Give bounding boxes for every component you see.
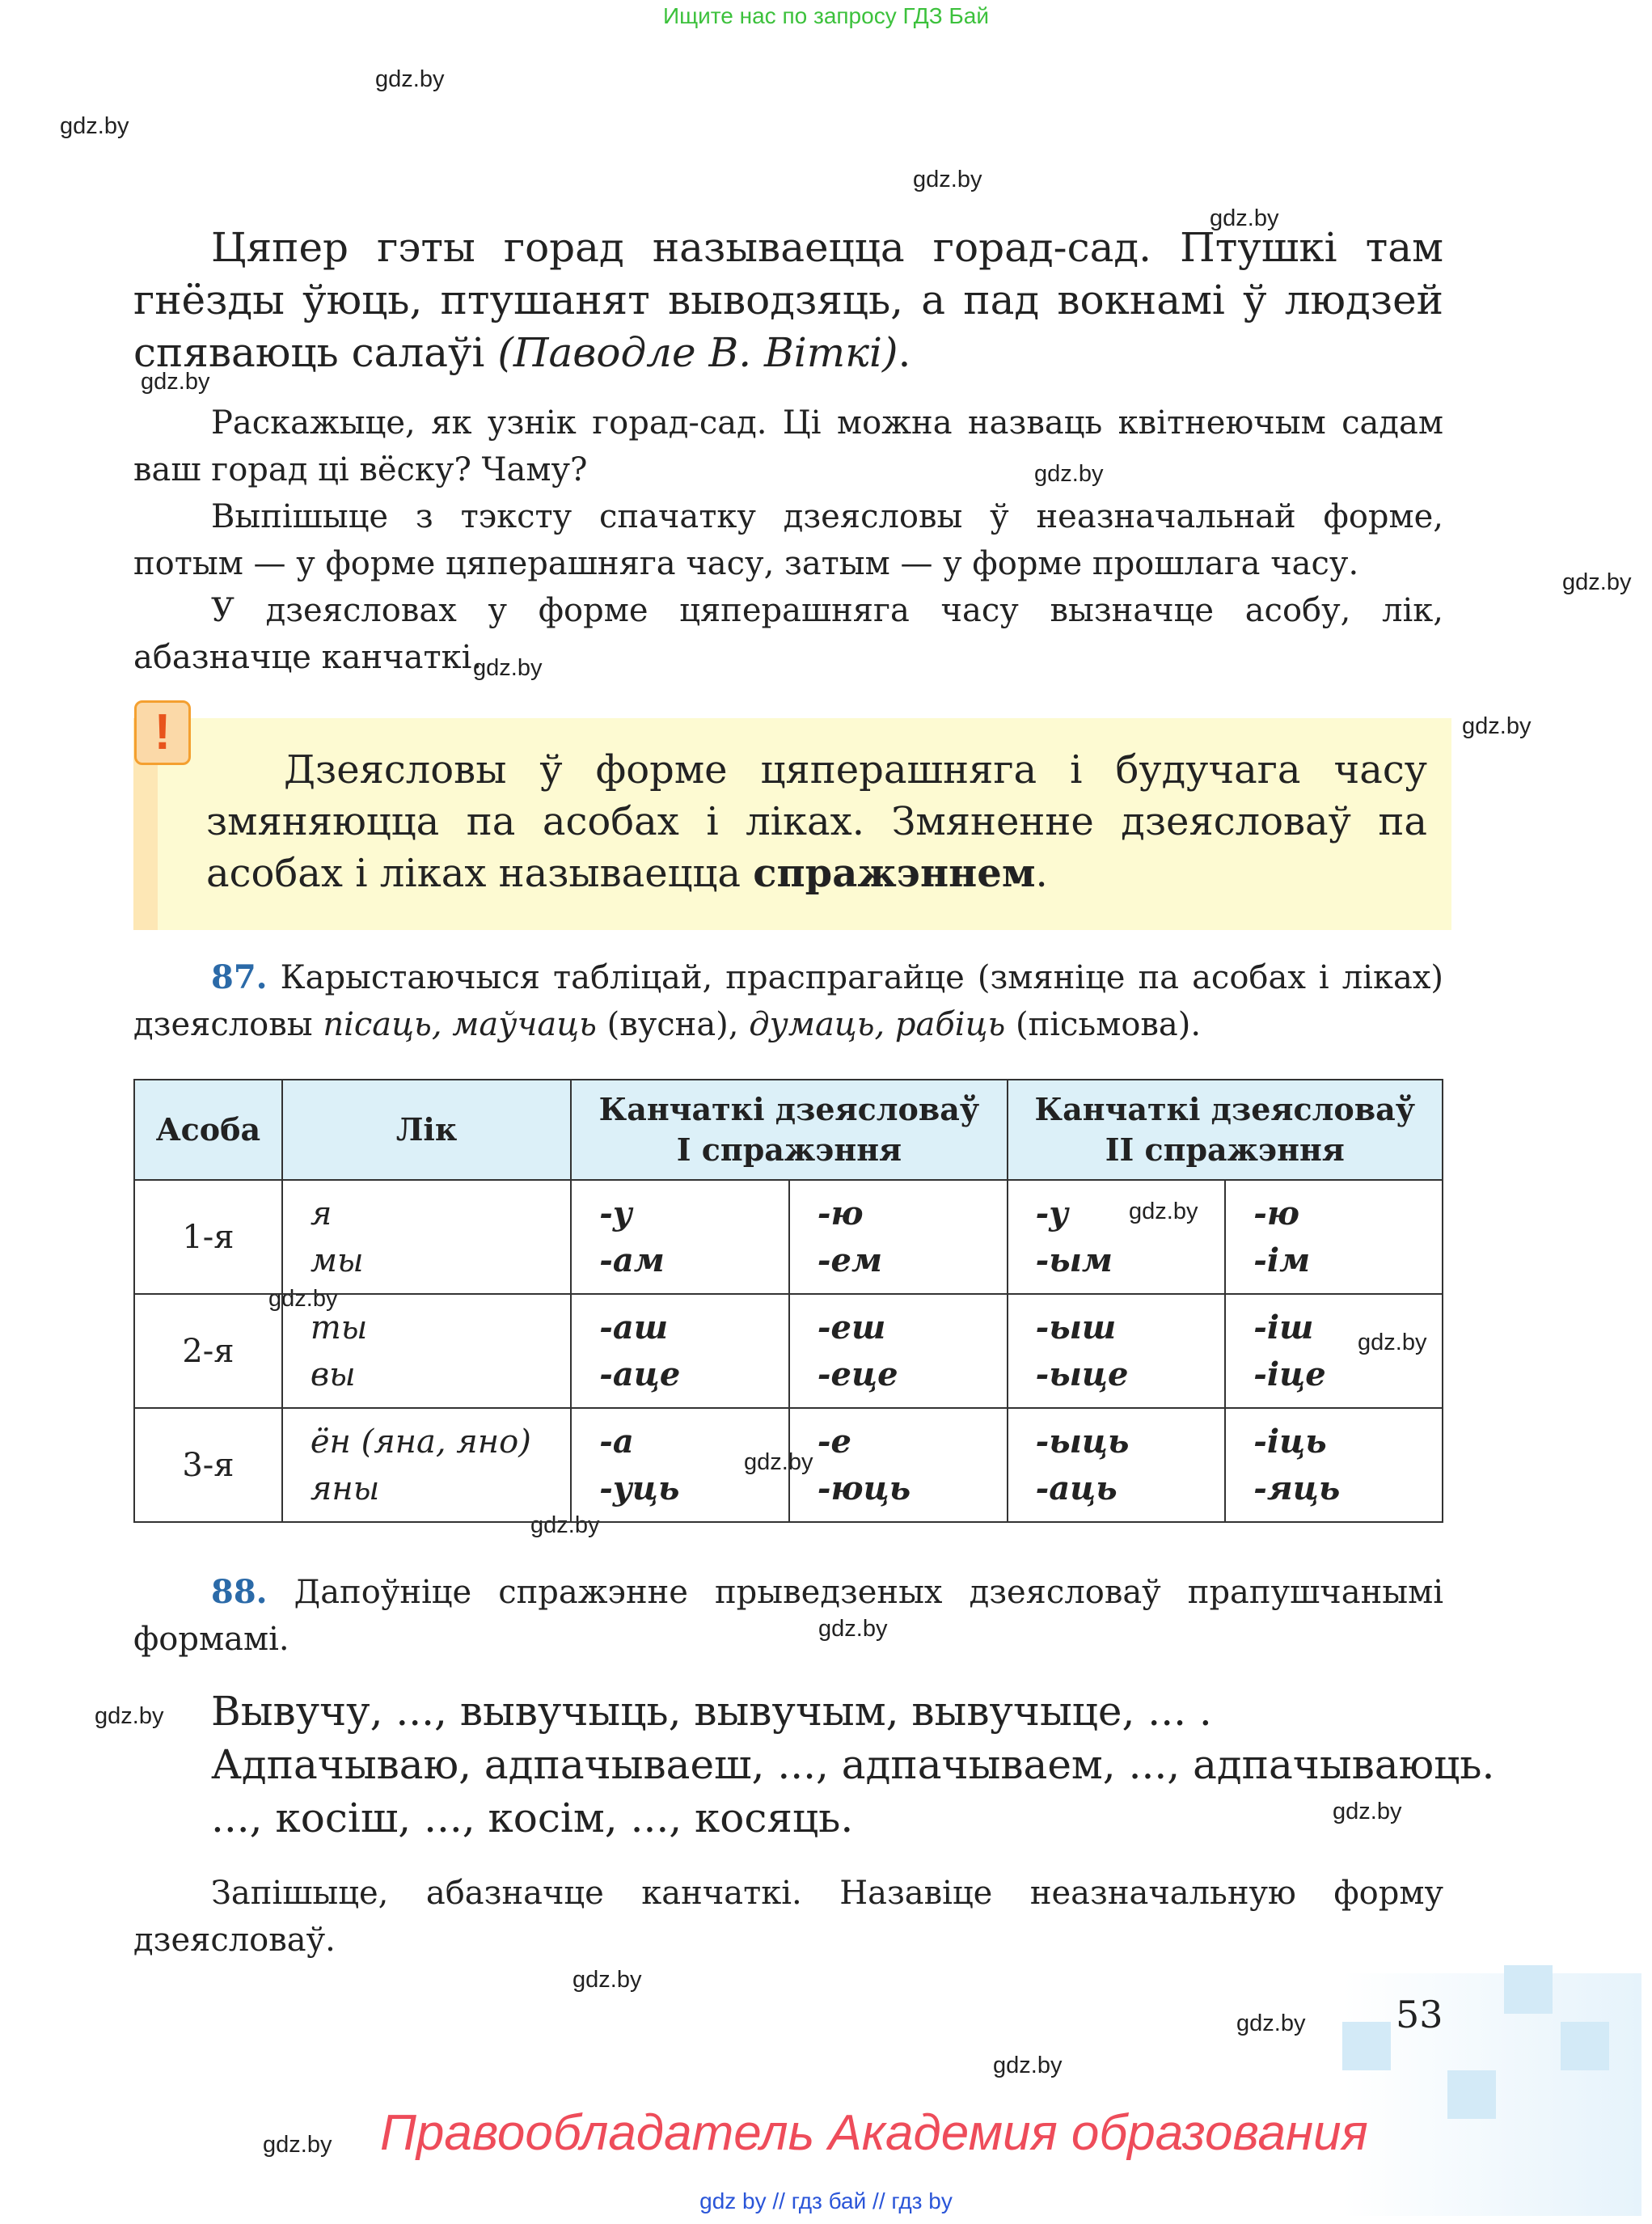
top-banner[interactable]: Ищите нас по запросу ГДЗ Бай (662, 3, 990, 28)
ending-cell (789, 1180, 1008, 1294)
watermark: gdz.by (141, 369, 210, 395)
decorative-square (1561, 2022, 1609, 2070)
watermark: gdz.by (530, 1512, 600, 1538)
exercise-line: ..., косіш, ..., косім, ..., косяць. (211, 1795, 854, 1841)
decorative-square (1504, 1965, 1553, 2014)
watermark: gdz.by (473, 655, 543, 681)
ending: -іць (1253, 1422, 1327, 1461)
watermark: gdz.by (1129, 1199, 1198, 1224)
ending: -ю (1253, 1194, 1299, 1233)
watermark: gdz.by (1562, 569, 1632, 595)
ending: -аце (599, 1355, 681, 1393)
watermark: gdz.by (95, 1703, 164, 1729)
watermark: gdz.by (1034, 461, 1104, 487)
exercise-verbs: пісаць, маўчаць (323, 1006, 597, 1043)
exercise-text: Дапоўніце спражэнне прыведзеных дзеясловаў прапушчанымі формамі. (133, 1574, 1443, 1658)
rule-term: спражэннем (753, 851, 1036, 896)
ending: -ыце (1035, 1355, 1129, 1393)
ending: -яць (1253, 1469, 1341, 1507)
row-pronouns (282, 1180, 571, 1294)
header-conj1-line1: Канчаткі дзеясловаў (598, 1091, 980, 1127)
exercise-88 (133, 1569, 1443, 1663)
row-person: 3-я (134, 1408, 282, 1522)
exercise-verbs: думаць, рабіць (749, 1006, 1006, 1043)
header-person: Асоба (134, 1080, 282, 1180)
watermark: gdz.by (913, 167, 982, 192)
ending: -аш (599, 1308, 669, 1347)
pronoun: мы (310, 1241, 364, 1279)
ending-cell (1008, 1408, 1226, 1522)
passage-source: (Паводле В. Віткі) (497, 329, 898, 376)
ending: -іце (1253, 1355, 1326, 1393)
ending-cell (1008, 1180, 1226, 1294)
ending: -еце (817, 1355, 898, 1393)
row-pronouns (282, 1408, 571, 1522)
watermark: gdz.by (1333, 1799, 1402, 1824)
watermark: gdz.by (1462, 713, 1532, 739)
watermark: gdz.by (1236, 2010, 1306, 2036)
ending-cell (789, 1408, 1008, 1522)
header-number: Лік (282, 1080, 571, 1180)
ending: -ыш (1035, 1308, 1117, 1347)
ending: -ю (817, 1194, 864, 1233)
ending-cell (1225, 1180, 1443, 1294)
rule-end: . (1035, 851, 1048, 896)
ending: -юць (817, 1469, 911, 1507)
watermark: gdz.by (375, 66, 445, 92)
ending: -уць (599, 1469, 680, 1507)
exercise-line: Вывучу, ..., вывучыць, вывучым, вывучыце, ... . (211, 1688, 1212, 1735)
exercise-task: Запішыце, абазначце канчаткі. Назавіце неазначальную форму дзеясловаў. (133, 1875, 1443, 1959)
ending: -у (1035, 1194, 1069, 1233)
page-number: 53 (1396, 1993, 1443, 2036)
watermark: gdz.by (268, 1286, 338, 1312)
exercise-text: (пісьмова). (1005, 1006, 1202, 1043)
row-person: 2-я (134, 1294, 282, 1408)
passage (133, 222, 1443, 379)
task-paragraph: У дзеясловах у форме цяперашняга часу вызначце асобу, лік, абазначце канчаткі. (133, 592, 1443, 676)
ending-cell (1225, 1408, 1443, 1522)
ending-cell (571, 1294, 789, 1408)
exercise-number: 87. (211, 958, 268, 996)
watermark: gdz.by (1358, 1330, 1427, 1355)
header-conj2-line1: Канчаткі дзеясловаў (1034, 1091, 1416, 1127)
ending-cell (571, 1180, 789, 1294)
ending: -у (599, 1194, 632, 1233)
ending: -е (817, 1422, 851, 1461)
table-row (134, 1408, 1443, 1522)
ending-cell (1225, 1294, 1443, 1408)
header-conj1-line2: I спражэння (676, 1131, 902, 1168)
rule-box (133, 718, 1451, 930)
ending: -ыць (1035, 1422, 1130, 1461)
passage-end: . (898, 329, 911, 376)
pronoun: ты (310, 1309, 368, 1347)
exercise-line: Адпачываю, адпачываеш, ..., адпачываем, ..., адпачываюць. (211, 1741, 1495, 1788)
row-pronouns (282, 1294, 571, 1408)
decorative-square (1447, 2070, 1496, 2119)
ending: -іш (1253, 1308, 1314, 1347)
bottom-links[interactable]: gdz by // гдз бай // гдз by (699, 2188, 953, 2213)
ending-cell (789, 1294, 1008, 1408)
rule-body: Дзеясловы ў форме цяперашняга і будучага часу змяняюцца па асобах і ліках. Змяненне дзеясловаў па асобах і ліках называецца (206, 747, 1427, 896)
exercise-number: 88. (211, 1573, 268, 1611)
ending: -аць (1035, 1469, 1118, 1507)
table-row (134, 1180, 1443, 1294)
watermark: gdz.by (744, 1449, 813, 1475)
watermark: gdz.by (993, 2053, 1063, 2078)
ending: -а (599, 1422, 634, 1461)
watermark: gdz.by (1210, 205, 1279, 231)
pronoun: яны (310, 1469, 380, 1507)
conjugation-table (133, 1079, 1443, 1523)
header-conj2-line2: II спражэння (1105, 1131, 1345, 1168)
exclamation-icon: ! (134, 700, 191, 765)
ending: -ім (1253, 1241, 1311, 1279)
rule-text (206, 744, 1427, 899)
exercise-87 (133, 954, 1443, 1048)
decorative-square (1342, 2022, 1391, 2070)
watermark: gdz.by (818, 1616, 888, 1642)
ending-cell (571, 1408, 789, 1522)
pronoun: ён (яна, яно) (310, 1423, 531, 1461)
ending-cell (1008, 1294, 1226, 1408)
exercise-text: Карыстаючыся табліцай, праспрагайце (змяніце па асобах і ліках) дзеясловы (133, 959, 1443, 1043)
footer-title: Правообладатель Академия образования (380, 2105, 1368, 2161)
table-row (134, 1294, 1443, 1408)
task-paragraph: Раскажыце, як узнік горад-сад. Ці можна назваць квітнеючым садам ваш горад ці вёску? Чаму? (133, 404, 1443, 488)
task-paragraph: Выпішыце з тэксту спачатку дзеясловы ў неазначальнай форме, потым — у форме цяперашняга часу, затым — у форме прошлага часу. (133, 498, 1443, 582)
pronoun: вы (310, 1355, 356, 1393)
exercise-text: (вусна), (596, 1006, 750, 1043)
watermark: gdz.by (572, 1967, 642, 1993)
ending: -ым (1035, 1241, 1113, 1279)
watermark: gdz.by (60, 113, 129, 139)
header-conj2 (1008, 1080, 1443, 1180)
row-person: 1-я (134, 1180, 282, 1294)
ending: -еш (817, 1308, 886, 1347)
ending: -ам (599, 1241, 665, 1279)
header-conj1 (571, 1080, 1007, 1180)
pronoun: я (310, 1194, 332, 1233)
table-header-row (134, 1080, 1443, 1180)
ending: -ем (817, 1241, 882, 1279)
passage-text: Цяпер гэты горад называецца горад-сад. Птушкі там гнёзды ўюць, птушанят выводзяць, а пад вокнамі ў людзей спяваюць салаўі (133, 224, 1443, 376)
watermark: gdz.by (263, 2132, 332, 2158)
